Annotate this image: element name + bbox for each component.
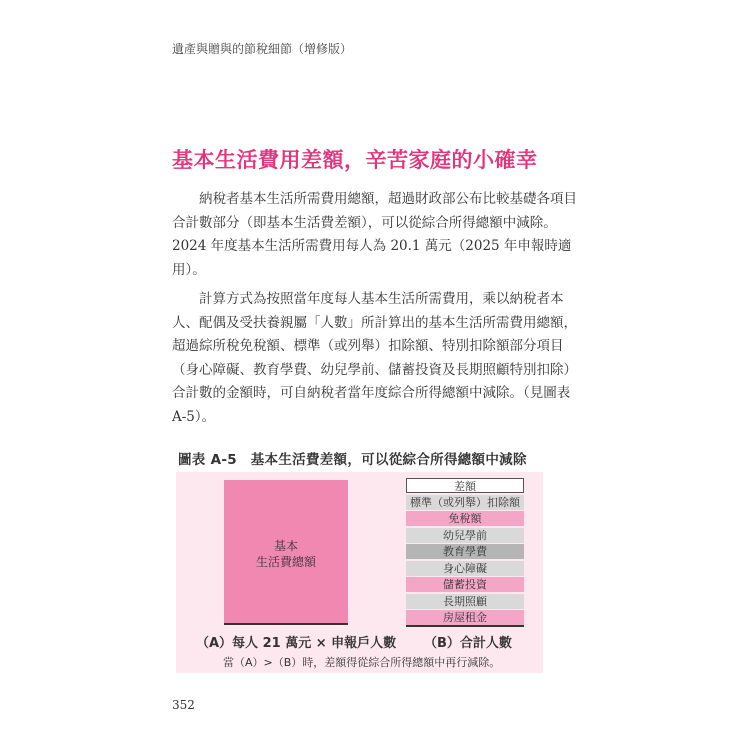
running-header: 遺產與贈與的節稅細節（增修版） xyxy=(172,42,353,56)
big-box-line-2: 生活費總額 xyxy=(255,555,316,569)
stack-item: 房屋租金 xyxy=(406,610,524,627)
figure-diagram xyxy=(176,472,543,673)
page-number: 352 xyxy=(172,698,195,712)
deduction-stack xyxy=(406,478,524,628)
big-box-line-1: 基本 xyxy=(273,539,298,553)
paragraph-2: 計算方式為按照當年度每人基本生活所需費用，乘以納稅者本人、配偶及受扶養親屬「人數」所計算出的基本生活所需費用總額，超過綜所稅免稅額、標準（或列舉）扣除額、特別扣除額部分項目（身心障礙、教育學費、幼兒學前、儲蓄投資及長期照顧特別扣除）合計數的金額時，可自納稅者當年度綜合所得總額中減除。（見圖表 A-5）。 xyxy=(172,291,577,425)
body-text xyxy=(172,188,582,429)
stack-item: 差額 xyxy=(406,478,524,493)
stack-item: 標準（或列舉）扣除額 xyxy=(406,495,524,510)
caption-b: （B）合計人數 xyxy=(424,636,512,651)
paragraph-1: 納稅者基本生活所需費用總額，超過財政部公布比較基礎各項目合計數部分（即基本生活費差額），可以從綜合所得總額中減除。2024 年度基本生活所需費用每人為 20.1 萬元（2025 年申報時適用）。 xyxy=(172,191,577,278)
stack-item: 教育學費 xyxy=(406,544,524,559)
stack-item: 長期照顧 xyxy=(406,594,524,609)
stack-item: 幼兒學前 xyxy=(406,528,524,543)
stack-item: 免稅額 xyxy=(406,511,524,526)
caption-a: （A）每人 21 萬元 × 申報戶人數 xyxy=(196,636,397,651)
figure-label: 圖表 A-5 基本生活費差額，可以從綜合所得總額中減除 xyxy=(178,452,527,468)
figure-note: 當（A）>（B）時，差額得從綜合所得總額中再行減除。 xyxy=(223,656,501,669)
basic-living-expense-label xyxy=(224,538,348,570)
section-title: 基本生活費用差額，辛苦家庭的小確幸 xyxy=(172,148,538,172)
stack-item: 身心障礙 xyxy=(406,561,524,576)
basic-living-expense-box xyxy=(224,480,348,625)
stack-item: 儲蓄投資 xyxy=(406,577,524,592)
